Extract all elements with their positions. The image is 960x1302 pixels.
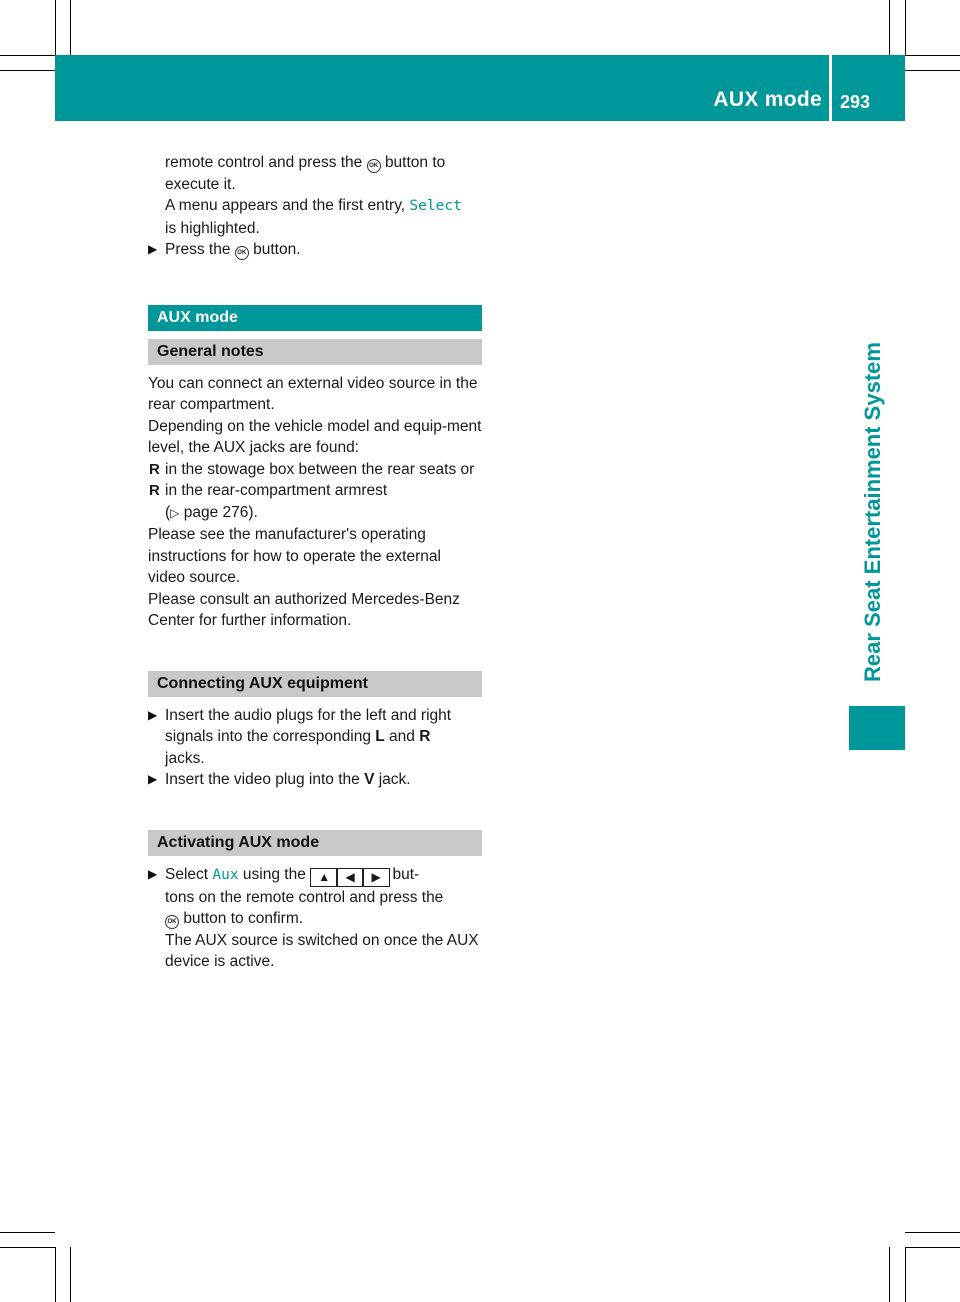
crop-mark <box>889 1247 890 1302</box>
ok-button-icon: OK <box>165 915 179 929</box>
menu-entry-aux: Aux <box>212 866 239 883</box>
header-section-title: AUX mode <box>713 88 822 111</box>
crop-mark <box>905 55 960 56</box>
step-marker-icon: ▶ <box>148 707 158 722</box>
bullet-marker: R <box>149 482 160 499</box>
step-marker-icon: ▶ <box>148 772 158 786</box>
crop-mark <box>0 1247 55 1248</box>
subsection-heading: General notes <box>148 339 482 365</box>
main-column <box>148 152 482 973</box>
crop-mark <box>905 0 906 55</box>
page-number: 293 <box>840 92 871 112</box>
paragraph: Depending on the vehicle model and equip-ment level, the AUX jacks are found: <box>148 417 482 456</box>
crop-mark <box>0 70 55 71</box>
crop-mark <box>889 0 890 55</box>
header-divider <box>829 55 832 121</box>
crop-mark <box>905 1247 906 1302</box>
paragraph: Please see the manufacturer's operating instructions for how to operate the external video source. <box>148 526 441 586</box>
side-tab-label: Rear Seat Entertainment System <box>860 342 885 682</box>
crop-mark <box>55 0 56 55</box>
section-heading: AUX mode <box>148 305 482 331</box>
subsection-heading: Connecting AUX equipment <box>148 671 482 697</box>
step-marker-icon: ▶ <box>148 866 158 881</box>
ok-button-icon: OK <box>235 246 249 260</box>
crop-mark <box>70 1247 71 1302</box>
intro-line: remote control and press the OK button to <box>165 154 446 171</box>
instruction-step: ▶ Press the OK button. <box>148 239 482 261</box>
menu-entry-select: Select <box>409 198 462 214</box>
crop-mark <box>905 1232 960 1233</box>
left-arrow-key-icon: ◀ <box>336 868 364 887</box>
instruction-step: ▶ Insert the video plug into the V jack. <box>148 769 482 791</box>
crop-mark <box>70 0 71 55</box>
crop-mark <box>905 70 960 71</box>
instruction-step: ▶ Select Aux using the ▲ ◀ ▶ but- tons on the remote control and press the OK button to confirm. The AUX source is switched on once the AUX device is active. <box>148 864 482 973</box>
step-marker-icon: ▶ <box>148 242 158 256</box>
subsection-heading: Activating AUX mode <box>148 830 482 856</box>
paragraph: You can connect an external video source in the rear compartment. <box>148 374 478 413</box>
side-tab-block <box>849 706 905 750</box>
intro-line: A menu appears and the first entry, Select <box>165 197 462 214</box>
result-text: The AUX source is switched on once the AUX device is active. <box>165 931 479 970</box>
crop-mark <box>55 1247 56 1302</box>
crop-mark <box>0 1232 55 1233</box>
right-arrow-key-icon: ▶ <box>362 868 390 887</box>
crop-mark <box>0 55 55 56</box>
paragraph: Please consult an authorized Mercedes-Benz Center for further information. <box>148 590 460 629</box>
up-arrow-key-icon: ▲ <box>310 868 338 887</box>
instruction-step: ▶ Insert the audio plugs for the left and right signals into the corresponding L and R jacks. <box>148 706 452 767</box>
page-reference-link[interactable]: page 276). <box>183 503 258 521</box>
crop-mark <box>905 1247 960 1248</box>
list-item: R in the rear-compartment armrest (▷ page 276). <box>149 482 388 521</box>
intro-line: execute it. <box>165 175 236 193</box>
list-item: R in the stowage box between the rear seats or <box>148 459 482 481</box>
page-reference-arrow-icon: ▷ <box>170 505 180 520</box>
intro-line: is highlighted. <box>165 219 260 237</box>
ok-button-icon: OK <box>367 159 381 173</box>
bullet-marker: R <box>149 460 160 478</box>
intro-block <box>148 152 482 239</box>
